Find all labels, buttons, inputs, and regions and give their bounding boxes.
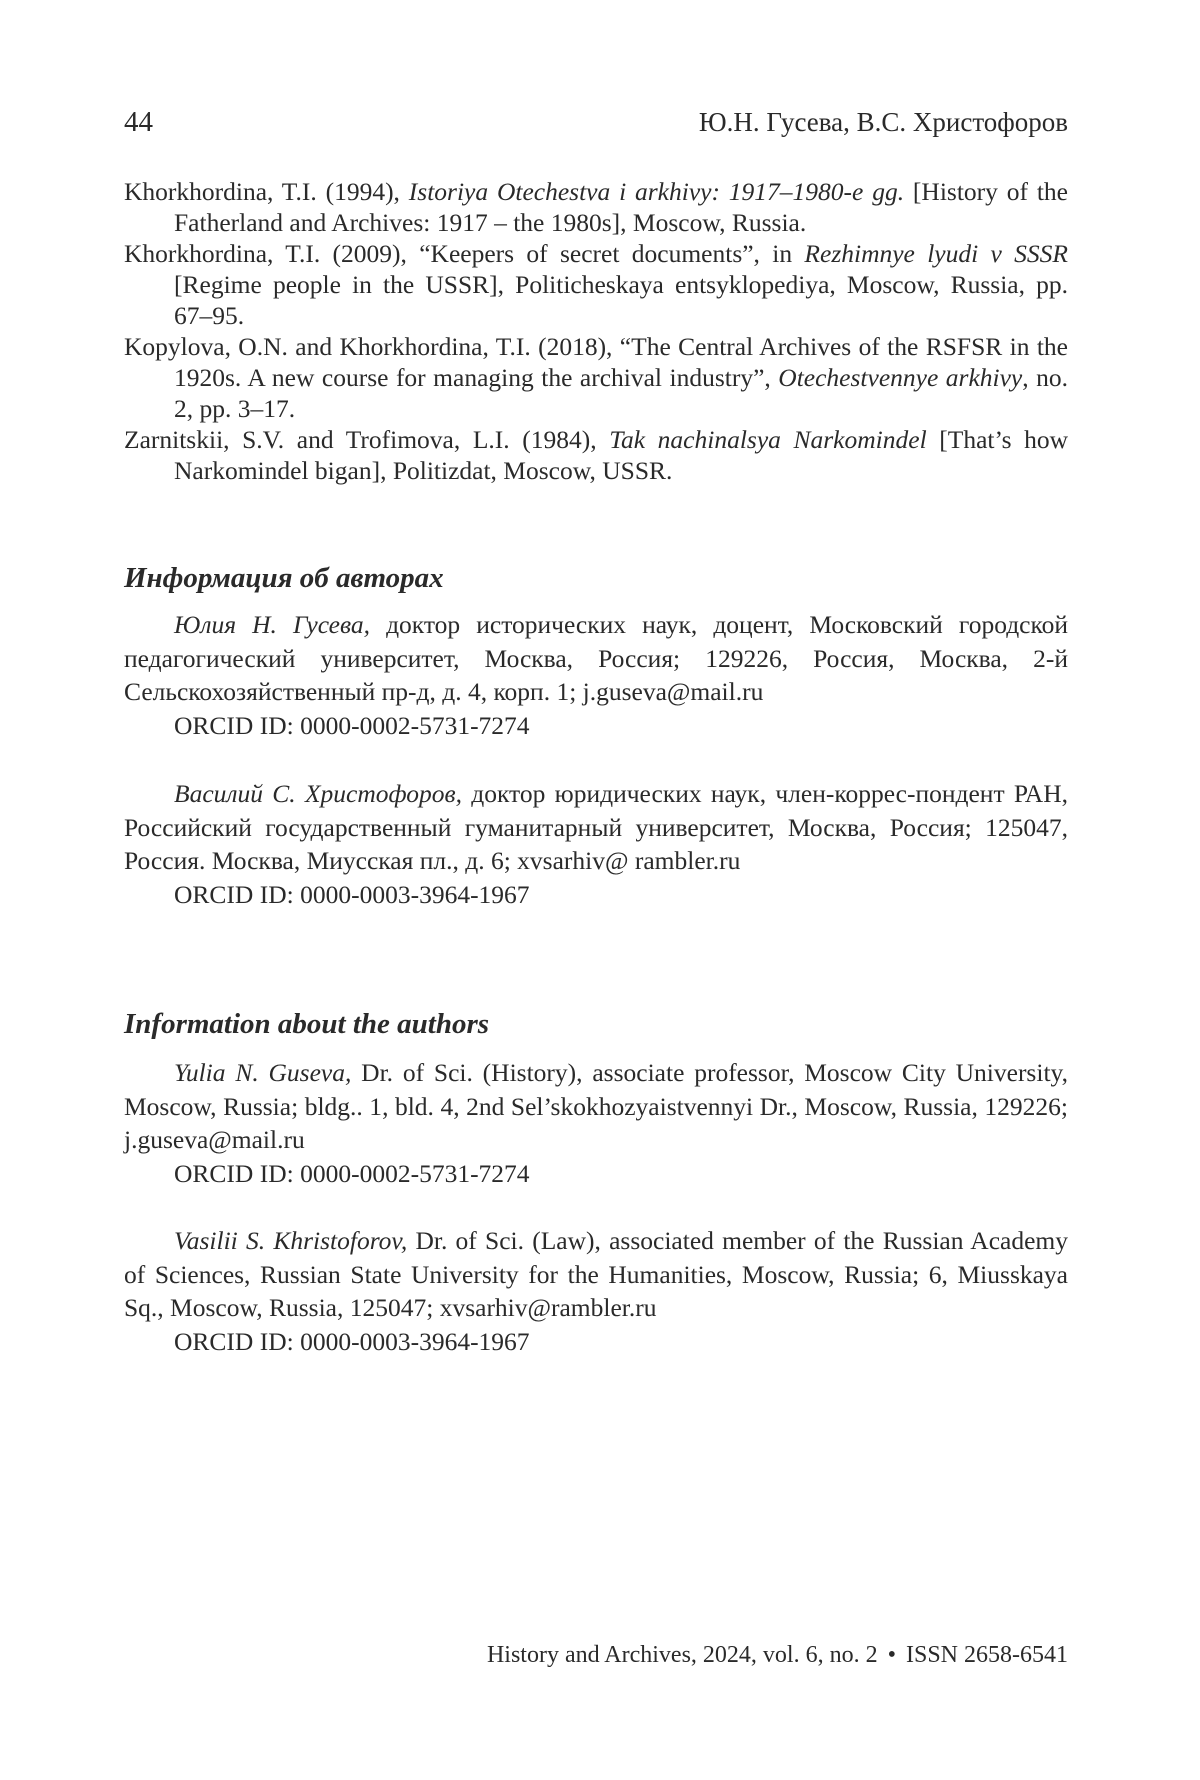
reference-list xyxy=(124,176,1068,486)
author-text: доктор исторических наук, доцент, Московский городской педагогический университет, Москва, Россия; 129226, Россия, Москва, 2-й Сельскохозяйственный пр-д, д. 4, корп. 1; j.guseva@mail.ru xyxy=(124,610,1068,706)
footer-separator: • xyxy=(878,1642,906,1668)
reference-title: Istoriya Otechestva i arkhivy: 1917–1980-e gg. xyxy=(409,177,904,206)
info-en-heading: Information about the authors xyxy=(124,1006,1068,1042)
reference-text: Zarnitskii, S.V. and Trofimova, L.I. (1984), xyxy=(124,425,609,454)
reference-text: Khorkhordina, T.I. (2009), “Keepers of secret documents”, in xyxy=(124,239,804,268)
author-orcid: ORCID ID: 0000-0002-5731-7274 xyxy=(124,1157,1068,1191)
author-name: Vasilii S. Khristoforov, xyxy=(174,1226,407,1255)
author-text: доктор юридических наук, член-коррес-пондент РАН, Российский государственный гуманитарный университет, Москва, Россия; 125047, Россия. Москва, Миусская пл., д. 6; xvsarhiv@ rambler.ru xyxy=(124,779,1068,875)
reference-title: Rezhimnye lyudi v SSSR xyxy=(804,239,1068,268)
author-description xyxy=(124,608,1068,709)
author-block-en-2 xyxy=(124,1224,1068,1358)
author-orcid: ORCID ID: 0000-0003-3964-1967 xyxy=(124,1325,1068,1359)
author-name: Василий С. Христофоров, xyxy=(174,779,462,808)
reference-item xyxy=(124,331,1068,424)
author-text: Dr. of Sci. (History), associate professor, Moscow City University, Moscow, Russia; bldg.. 1, bld. 4, 2nd Sel’skokhozyaistvennyi Dr., Moscow, Russia, 129226; j.guseva@mail.ru xyxy=(124,1058,1068,1154)
reference-item xyxy=(124,176,1068,238)
page-number: 44 xyxy=(124,104,153,140)
reference-text: [That’s how Narkomindel bigan], Politizdat, Moscow, USSR. xyxy=(174,425,1068,485)
reference-title: Otechestvennye arkhivy xyxy=(778,363,1022,392)
reference-text: , no. 2, pp. 3–17. xyxy=(174,363,1068,423)
author-description xyxy=(124,1056,1068,1157)
author-description xyxy=(124,1224,1068,1325)
author-description xyxy=(124,777,1068,878)
running-head: Ю.Н. Гусева, В.С. Христофоров xyxy=(699,104,1068,140)
issn: ISSN 2658-6541 xyxy=(906,1642,1068,1668)
reference-title: Tak nachinalsya Narkomindel xyxy=(609,425,926,454)
author-name: Юлия Н. Гусева, xyxy=(174,610,370,639)
author-block-ru-1 xyxy=(124,608,1068,742)
author-text: Dr. of Sci. (Law), associated member of the Russian Academy of Sciences, Russian State University for the Humanities, Moscow, Russia; 6, Miusskaya Sq., Moscow, Russia, 125047; xvsarhiv@rambler.ru xyxy=(124,1226,1068,1322)
journal-citation: History and Archives, 2024, vol. 6, no. 2 xyxy=(487,1642,878,1668)
reference-text: Khorkhordina, T.I. (1994), xyxy=(124,177,409,206)
info-ru-heading: Информация об авторах xyxy=(124,560,1068,596)
author-name: Yulia N. Guseva, xyxy=(174,1058,351,1087)
author-orcid: ORCID ID: 0000-0003-3964-1967 xyxy=(124,878,1068,912)
reference-item xyxy=(124,238,1068,331)
page-footer xyxy=(487,1640,1068,1670)
author-block-en-1 xyxy=(124,1056,1068,1190)
reference-text: [Regime people in the USSR], Politicheskaya entsyklopediya, Moscow, Russia, pp. 67–95. xyxy=(174,270,1068,330)
reference-text: Kopylova, O.N. and Khorkhordina, T.I. (2018), “The Central Archives of the RSFSR in the 1920s. A new course for managing the archival industry”, xyxy=(124,332,1068,392)
author-block-ru-2 xyxy=(124,777,1068,911)
author-orcid: ORCID ID: 0000-0002-5731-7274 xyxy=(124,709,1068,743)
reference-item xyxy=(124,424,1068,486)
reference-text: [History of the Fatherland and Archives: 1917 – the 1980s], Moscow, Russia. xyxy=(174,177,1068,237)
